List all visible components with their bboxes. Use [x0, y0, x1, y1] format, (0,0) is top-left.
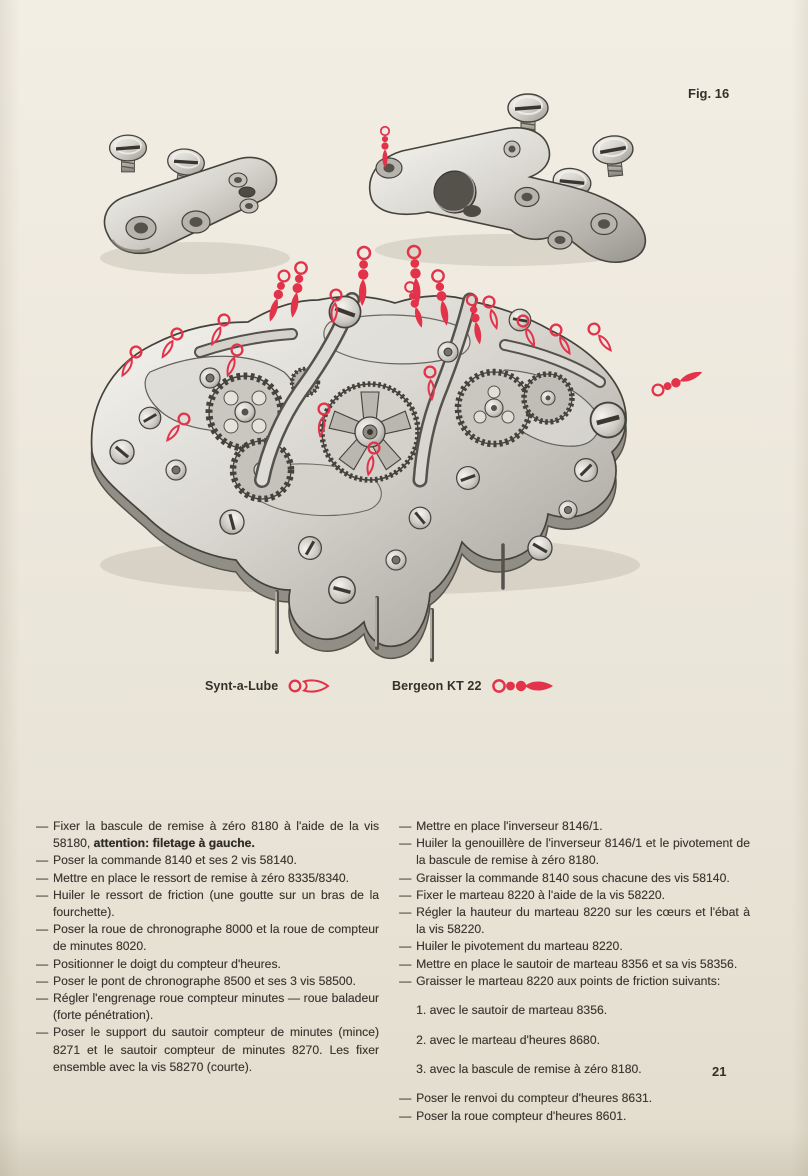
- instruction-subitem: 2. avec le marteau d'heures 8680.: [416, 1032, 600, 1047]
- driving-wheel: [458, 372, 530, 444]
- instruction-text: Poser le pont de chronographe 8500 et ses 3 vis 58500.: [53, 973, 356, 988]
- instruction-text: Mettre en place l'inverseur 8146/1.: [416, 819, 603, 833]
- bullet-dash: —: [36, 853, 49, 868]
- bullet-dash: —: [399, 887, 412, 902]
- bullet-dash: —: [399, 973, 412, 988]
- instruction-item: [399, 818, 750, 835]
- instruction-text: Mettre en place le ressort de remise à zéro 8335/8340.: [53, 870, 350, 885]
- instructions-right-column: [399, 818, 750, 1125]
- instruction-item: [36, 870, 379, 887]
- page-number: 21: [712, 1064, 727, 1079]
- instruction-text: Huiler le ressort de friction (une goutte sur un bras de la fourchette).: [53, 887, 380, 920]
- instruction-text: Graisser le marteau 8220 aux points de friction suivants:: [416, 973, 721, 988]
- bullet-dash: —: [36, 991, 49, 1006]
- instruction-item: [399, 956, 750, 973]
- instructions-left-column: [36, 818, 379, 1125]
- instruction-item: [36, 1024, 379, 1076]
- instruction-subitem: 1. avec le sautoir de marteau 8356.: [416, 1003, 608, 1018]
- instruction-text: Régler l'engrenage roue compteur minutes — roue baladeur (forte pénétration).: [53, 991, 380, 1023]
- instruction-item: [399, 835, 750, 869]
- instruction-text: Positionner le doigt du compteur d'heures.: [53, 956, 281, 971]
- instruction-item: [36, 956, 379, 973]
- bullet-dash: —: [399, 870, 412, 885]
- instruction-item: [399, 973, 750, 990]
- instruction-item: [36, 990, 379, 1024]
- grease-drop-filled-icon: [491, 676, 557, 696]
- instruction-text: Fixer la bascule de remise à zéro 8180 à l'aide de la vis 58180,: [53, 819, 380, 851]
- bullet-dash: —: [399, 939, 412, 954]
- bullet-dash: —: [36, 922, 49, 937]
- instruction-item: [36, 973, 379, 990]
- instruction-item: [399, 904, 750, 938]
- bullet-dash: —: [36, 887, 49, 902]
- instruction-item: [399, 1090, 750, 1107]
- instruction-item: [399, 1108, 750, 1125]
- legend-label: Bergeon KT 22: [392, 679, 482, 693]
- instruction-item: [36, 887, 379, 921]
- instruction-text: Graisser la commande 8140 sous chacune des vis 58140.: [416, 870, 730, 885]
- instruction-text: Poser le renvoi du compteur d'heures 8631.: [416, 1091, 653, 1106]
- instruction-text: Poser la commande 8140 et ses 2 vis 58140.: [53, 853, 297, 868]
- instructions: [36, 818, 750, 1125]
- chronograph-wheel: [322, 384, 418, 480]
- oil-drop-outline-icon: [287, 676, 331, 696]
- instruction-text: Huiler le pivotement du marteau 8220.: [416, 939, 623, 954]
- instruction-text: Régler la hauteur du marteau 8220 sur les cœurs et l'ébat à la vis 58220.: [416, 905, 750, 937]
- legend-label: Synt-a-Lube: [205, 679, 279, 693]
- hour-counter-wheel: [524, 374, 572, 422]
- bullet-dash: —: [399, 819, 412, 833]
- figure-label: Fig. 16: [688, 86, 730, 101]
- instruction-text: Poser le support du sautoir compteur de minutes (mince) 8271 et le sautoir compteur de minutes 8270. Les fixer ensemble avec la vis 58270 (courte).: [53, 1025, 380, 1074]
- legend: [0, 676, 808, 712]
- bullet-dash: —: [36, 870, 49, 885]
- bullet-dash: —: [399, 956, 412, 971]
- legend-item-synt-a-lube: [205, 676, 331, 696]
- legend-item-bergeon-kt22: [392, 676, 557, 696]
- bullet-dash: —: [399, 1108, 412, 1123]
- bullet-dash: —: [36, 973, 49, 988]
- synt-marker-icon: [586, 321, 614, 353]
- instruction-item: [36, 921, 379, 955]
- bullet-dash: —: [36, 1025, 49, 1040]
- bullet-dash: —: [36, 956, 49, 971]
- instruction-text: Mettre en place le sautoir de marteau 8356 et sa vis 58356.: [416, 956, 738, 971]
- instruction-item: [36, 818, 379, 852]
- instruction-text: Huiler la genouillère de l'inverseur 8146/1 et le pivotement de la bascule de remise à zéro 8180.: [416, 836, 750, 868]
- instruction-item: [399, 887, 750, 904]
- instruction-item: [399, 870, 750, 887]
- fig16-illustration: [40, 80, 770, 670]
- bullet-dash: —: [399, 1091, 412, 1106]
- bullet-dash: —: [399, 905, 412, 920]
- instruction-subitem: 3. avec la bascule de remise à zéro 8180.: [416, 1062, 642, 1076]
- instruction-text: Poser la roue de chronographe 8000 et la roue de compteur de minutes 8020.: [53, 922, 380, 954]
- instruction-item: [36, 852, 379, 869]
- instruction-item: [399, 938, 750, 955]
- instruction-text: Fixer le marteau 8220 à l'aide de la vis 58220.: [416, 887, 666, 902]
- instruction-text: Poser la roue compteur d'heures 8601.: [416, 1108, 627, 1123]
- instruction-text-bold: attention: filetage à gauche.: [93, 836, 255, 851]
- reset-hammer-plate: [105, 135, 277, 253]
- bullet-dash: —: [36, 819, 49, 833]
- bullet-dash: —: [399, 836, 412, 851]
- bergeon-marker-icon: [651, 367, 704, 397]
